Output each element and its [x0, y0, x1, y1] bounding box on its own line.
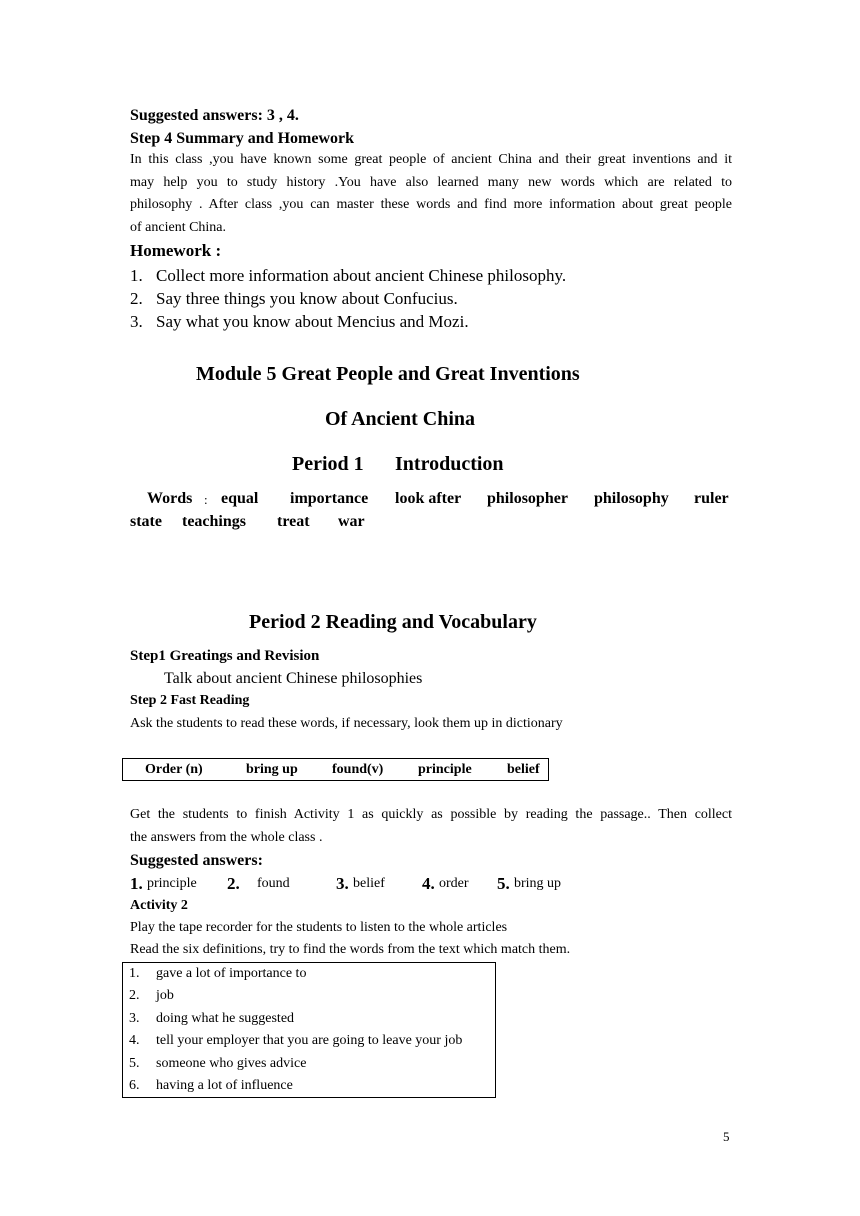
module-subtitle: Of Ancient China	[325, 408, 476, 430]
summary-line: In this class ,you have known some great people of ancient China and their great inventions and it	[130, 152, 732, 167]
step2-heading: Step 2 Fast Reading	[130, 693, 250, 708]
definition-number: 5.	[129, 1056, 140, 1071]
definition-number: 3.	[129, 1011, 140, 1026]
definition-text: doing what he suggested	[156, 1011, 295, 1026]
definition-number: 2.	[129, 988, 140, 1003]
vocab-word: belief	[507, 762, 540, 777]
word-item: war	[338, 513, 365, 530]
period2-title: Period 2 Reading and Vocabulary	[249, 611, 537, 633]
definition-item	[129, 1033, 462, 1049]
vocab-word: Order (n)	[145, 762, 203, 777]
definition-number: 1.	[129, 966, 140, 981]
definitions-box	[122, 962, 496, 1098]
definition-text: tell your employer that you are going to leave your job	[156, 1033, 463, 1048]
word-item: ruler	[694, 490, 729, 507]
definition-text: someone who gives advice	[156, 1056, 307, 1071]
summary-line: of ancient China.	[130, 220, 227, 235]
word-item: look after	[395, 490, 462, 507]
item-number: 3.	[130, 312, 143, 331]
answer-number: 3.	[336, 874, 349, 893]
word-item: equal	[221, 490, 259, 507]
definition-text: having a lot of influence	[156, 1078, 293, 1093]
definition-number: 4.	[129, 1033, 140, 1048]
step1-text: Talk about ancient Chinese philosophies	[164, 670, 423, 687]
answer-number: 5.	[497, 874, 510, 893]
word-item: treat	[277, 513, 310, 530]
answer-text: belief	[353, 876, 385, 891]
page-number: 5	[723, 1129, 730, 1144]
answer-text: order	[439, 876, 469, 891]
vocab-word: principle	[418, 762, 472, 777]
list-item	[130, 310, 566, 333]
definition-text: job	[156, 988, 174, 1003]
answer-number: 2.	[227, 874, 240, 893]
suggested-answers-heading: Suggested answers: 3 , 4.	[130, 107, 299, 124]
activity1-line: Get the students to finish Activity 1 as quickly as possible by reading the passage.. Then collect	[130, 807, 732, 822]
homework-heading: Homework :	[130, 241, 222, 260]
suggested-answers-heading-2: Suggested answers:	[130, 852, 263, 869]
list-item	[130, 287, 566, 310]
item-text: Collect more information about ancient Chinese philosophy.	[156, 266, 567, 285]
word-item: teachings	[182, 513, 246, 530]
answer-number: 4.	[422, 874, 435, 893]
definition-number: 6.	[129, 1078, 140, 1093]
summary-line: philosophy . After class ,you can master these words and find more information about great people	[130, 197, 732, 212]
word-item: state	[130, 513, 162, 530]
word-item: philosophy	[594, 490, 669, 507]
activity2-line: Play the tape recorder for the students to listen to the whole articles	[130, 920, 508, 935]
definition-item	[129, 966, 306, 982]
definition-item	[129, 1011, 294, 1027]
vocab-word: found(v)	[332, 762, 384, 777]
step4-heading: Step 4 Summary and Homework	[130, 130, 355, 147]
module-title: Module 5 Great People and Great Inventions	[196, 363, 580, 385]
word-item: importance	[290, 490, 369, 507]
item-number: 1.	[130, 266, 143, 285]
words-colon: :	[204, 492, 208, 507]
step2-text: Ask the students to read these words, if necessary, look them up in dictionary	[130, 716, 563, 731]
word-item: philosopher	[487, 490, 568, 507]
activity2-line: Read the six definitions, try to find the words from the text which match them.	[130, 942, 571, 957]
vocabulary-box	[122, 758, 549, 781]
definition-item	[129, 1078, 293, 1094]
definition-item	[129, 988, 174, 1004]
answer-text: found	[257, 876, 290, 891]
item-number: 2.	[130, 289, 143, 308]
step1-heading: Step1 Greatings and Revision	[130, 648, 320, 664]
answer-text: bring up	[514, 876, 562, 891]
activity2-heading: Activity 2	[130, 898, 188, 913]
homework-list	[130, 264, 566, 333]
words-label: Words	[147, 490, 193, 507]
answer-number: 1.	[130, 874, 143, 893]
summary-line: may help you to study history .You have also learned many new words which are related to	[130, 175, 732, 190]
activity1-line: the answers from the whole class .	[130, 830, 323, 845]
item-text: Say what you know about Mencius and Mozi.	[156, 312, 469, 331]
period1-label: Period 1	[292, 453, 364, 475]
definition-item	[129, 1056, 306, 1072]
item-text: Say three things you know about Confucius.	[156, 289, 458, 308]
answer-text: principle	[147, 876, 197, 891]
vocab-word: bring up	[246, 762, 298, 777]
period1-name: Introduction	[395, 453, 504, 475]
list-item	[130, 264, 566, 287]
definition-text: gave a lot of importance to	[156, 966, 307, 981]
